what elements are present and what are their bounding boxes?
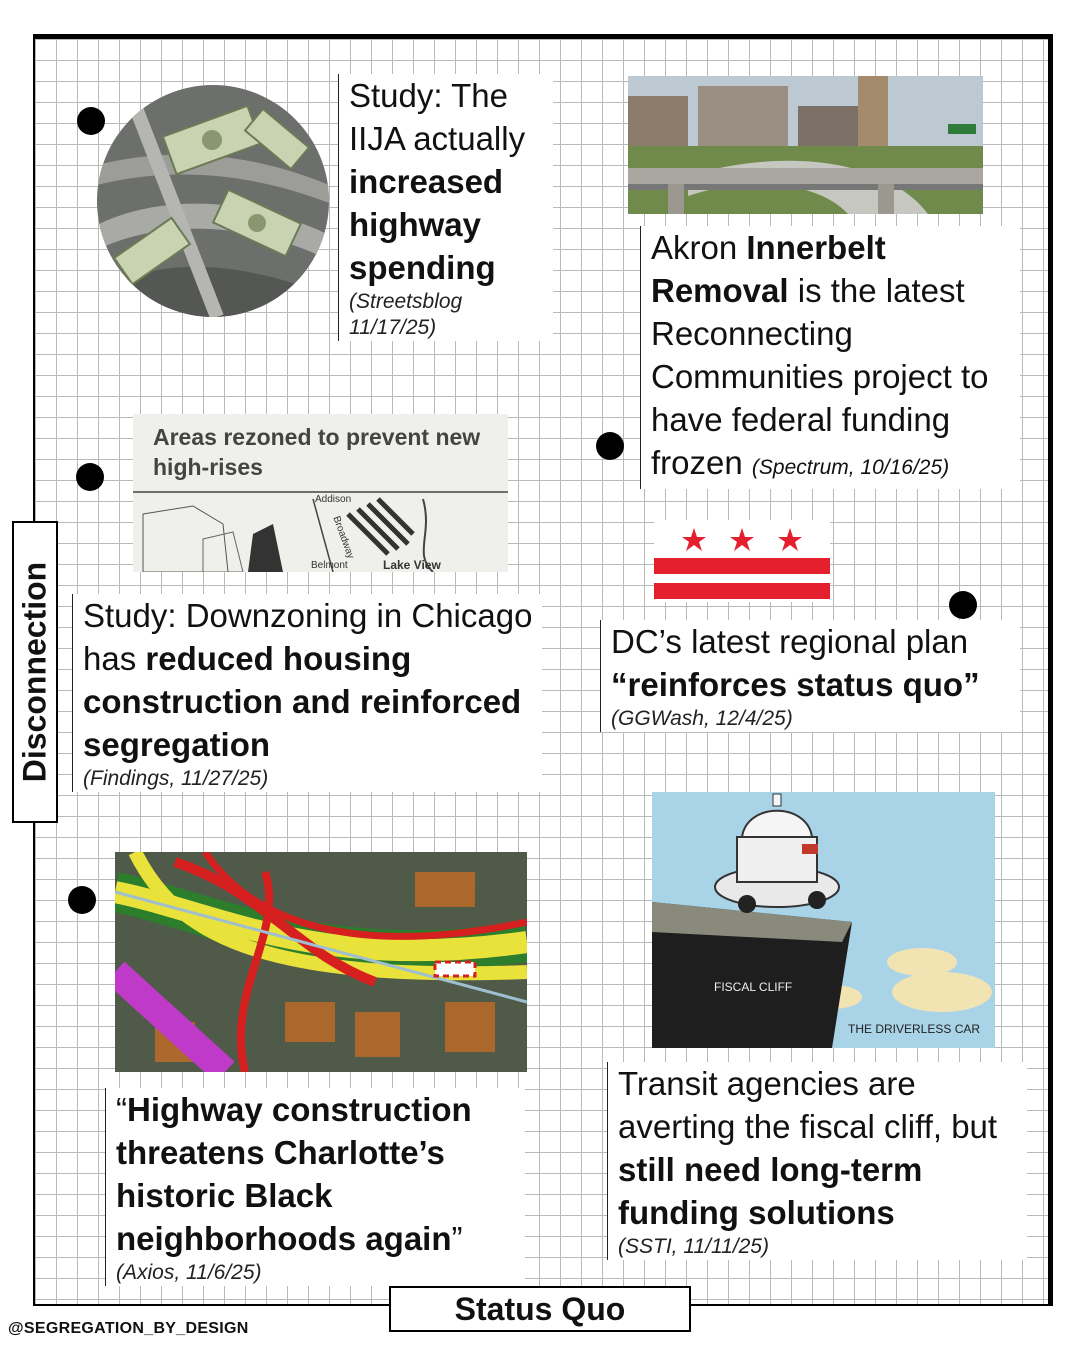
bullet-dot xyxy=(77,107,105,135)
source-spectrum: (Spectrum, 10/16/25) xyxy=(751,456,950,479)
rezoning-map-clipping xyxy=(133,414,508,572)
cartoon-label-fiscal-cliff: FISCAL CLIFF xyxy=(714,980,793,994)
akron-innerbelt-photo xyxy=(628,76,983,214)
account-handle: @SEGREGATION_BY_DESIGN xyxy=(8,1320,249,1337)
headline-chicago: Study: Downzoning in Chicago has reduced housing construction and reinforced segregation (Findings, 11/27/25) xyxy=(72,594,542,792)
headline-dc: DC’s latest regional plan “reinforces status quo” (GGWash, 12/4/25) xyxy=(600,620,1020,732)
source-ggwash: (GGWash, 12/4/25) xyxy=(611,707,793,730)
map-label-lake-view: Lake View xyxy=(383,558,441,572)
source-axios: (Axios, 11/6/25) xyxy=(116,1261,262,1284)
dc-flag xyxy=(654,520,830,602)
axis-status-quo: Status Quo xyxy=(389,1286,691,1332)
headline-transit: Transit agencies are averting the fiscal cliff, but still need long-term funding solutions (SSTI, 11/11/25) xyxy=(607,1062,1027,1260)
map-label-belmont: Belmont xyxy=(311,560,348,571)
bullet-dot xyxy=(76,463,104,491)
bullet-dot xyxy=(68,886,96,914)
source-ssti: (SSTI, 11/11/25) xyxy=(618,1235,769,1258)
source-findings: (Findings, 11/27/25) xyxy=(83,767,269,790)
map-label-addison: Addison xyxy=(315,494,352,505)
map-label-broadway: Broadway xyxy=(330,514,357,561)
cartoon-label-driverless-car: THE DRIVERLESS CAR xyxy=(848,1022,981,1036)
axis-disconnection: Disconnection xyxy=(12,521,58,823)
source-streetsblog: (Streetsblog 11/17/25) xyxy=(349,290,463,339)
headline-akron: Akron Innerbelt Removal is the latest Reconnecting Communities project to have federal funding frozen (Spectrum, 10/16/25) xyxy=(640,226,1020,489)
fiscal-cliff-cartoon xyxy=(652,792,995,1048)
charlotte-highway-plan xyxy=(115,852,527,1072)
bullet-dot xyxy=(596,432,624,460)
money-highway-photo xyxy=(97,85,329,317)
headline-iija: Study: The IIJA actually increased highway spending (Streetsblog 11/17/25) xyxy=(338,74,553,341)
clipping-title: Areas rezoned to prevent new high-rises xyxy=(153,424,481,480)
headline-charlotte: “Highway construction threatens Charlotte’s historic Black neighborhoods again” (Axios, 11/6/25) xyxy=(105,1088,525,1286)
bullet-dot xyxy=(949,591,977,619)
